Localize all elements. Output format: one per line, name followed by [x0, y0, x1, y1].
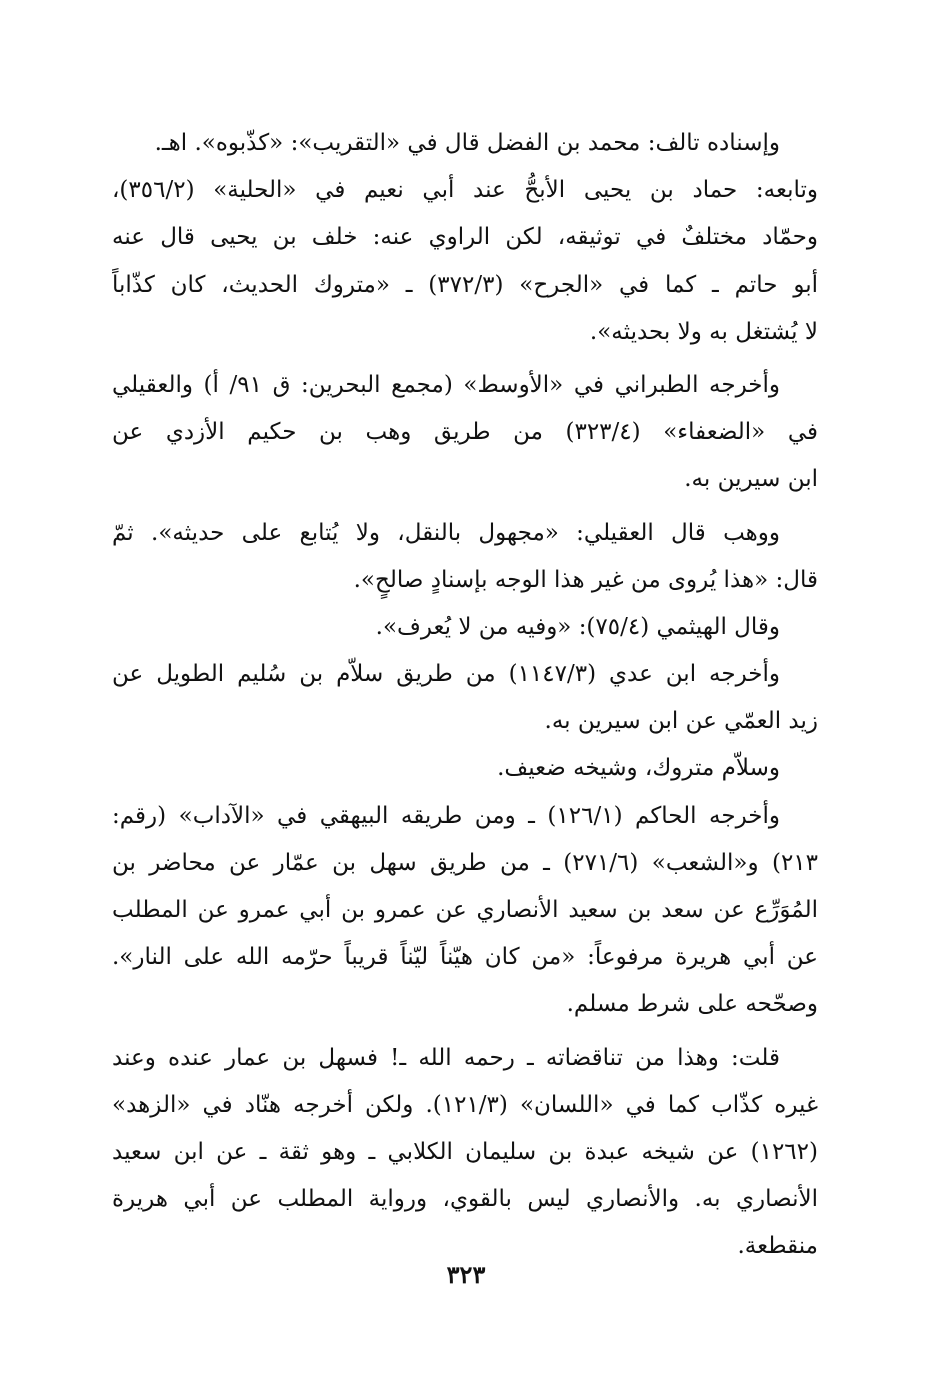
text-line: عن أبي هريرة مرفوعاً: «من كان هيّناً ليّناً قريباً حرّمه الله على النار».	[112, 944, 818, 971]
text-line: زيد العمّي عن ابن سيرين به.	[544, 708, 818, 735]
text-line: المُوَرِّع عن سعد بن سعيد الأنصاري عن عمرو بن أبي عمرو عن المطلب	[112, 897, 818, 923]
page-number: ٣٢٣	[446, 1260, 486, 1289]
paragraph	[112, 1035, 818, 1271]
paragraph	[112, 793, 818, 1029]
text-line: قلت: وهذا من تناقضاته ـ رحمه الله ـ! فسهل بن عمار عنده وعند	[112, 1044, 780, 1071]
text-line: الأنصاري به. والأنصاري ليس بالقوي، ورواية المطلب عن أبي هريرة	[112, 1186, 818, 1213]
text-line: وقال الهيثمي (٧٥/٤): «وفيه من لا يُعرف».	[375, 613, 780, 640]
text-line: وإسناده تالف: محمد بن الفضل قال في «التقريب»: «كذّبوه». اهـ.	[154, 130, 780, 156]
paragraph	[112, 120, 818, 167]
text-line: ٢١٣) و«الشعب» (٢٧١/٦) ـ من طريق سهل بن عمّار عن محاضر بن	[112, 849, 818, 876]
paragraph	[112, 167, 818, 356]
paragraph	[112, 604, 818, 651]
text-line: لا يُشتغل به ولا بحديثه».	[589, 318, 818, 345]
text-line: قال: «هذا يُروى من غير هذا الوجه بإسنادٍ صالحٍ».	[353, 566, 818, 593]
text-line: وصحّحه على شرط مسلم.	[566, 991, 818, 1018]
text-line: وسلاّم متروك، وشيخه ضعيف.	[497, 755, 780, 782]
text-line: ووهب قال العقيلي: «مجهول بالنقل، ولا يُتابع على حديثه». ثمّ	[112, 519, 780, 546]
text-line: ابن سيرين به.	[684, 466, 818, 493]
paragraph	[112, 362, 818, 504]
text-line: في «الضعفاء» (٣٢٣/٤) من طريق وهب بن حكيم الأزدي عن	[112, 419, 818, 446]
text-line: (١٢٦٢) عن شيخه عبدة بن سليمان الكلابي ـ وهو ثقة ـ عن ابن سعيد	[112, 1138, 818, 1165]
text-line: وحمّاد مختلفٌ في توثيقه، لكن الراوي عنه: خلف بن يحيى قال عنه	[112, 224, 818, 251]
body-text	[112, 120, 818, 1271]
text-line: وأخرجه ابن عدي (١١٤٧/٣) من طريق سلاّم بن سُليم الطويل عن	[112, 661, 780, 688]
text-line: منقطعة.	[737, 1233, 818, 1260]
text-line: وأخرجه الطبراني في «الأوسط» (مجمع البحرين: ق ٩١/ أ) والعقيلي	[112, 371, 781, 398]
text-line: وتابعه: حماد بن يحيى الأبحُّ عند أبي نعيم في «الحلية» (٣٥٦/٢)،	[112, 177, 818, 204]
paragraph	[112, 510, 818, 604]
text-line: وأخرجه الحاكم (١٢٦/١) ـ ومن طريقه البيهقي في «الآداب» (رقم:	[112, 802, 781, 829]
paragraph	[112, 651, 818, 745]
text-line: أبو حاتم ـ كما في «الجرح» (٣٧٢/٣) ـ «متروك الحديث، كان كذّاباً	[112, 271, 818, 298]
text-line: غيره كذّاب كما في «اللسان» (١٢١/٣). ولكن أخرجه هنّاد في «الزهد»	[112, 1091, 818, 1118]
paragraph	[112, 745, 818, 792]
